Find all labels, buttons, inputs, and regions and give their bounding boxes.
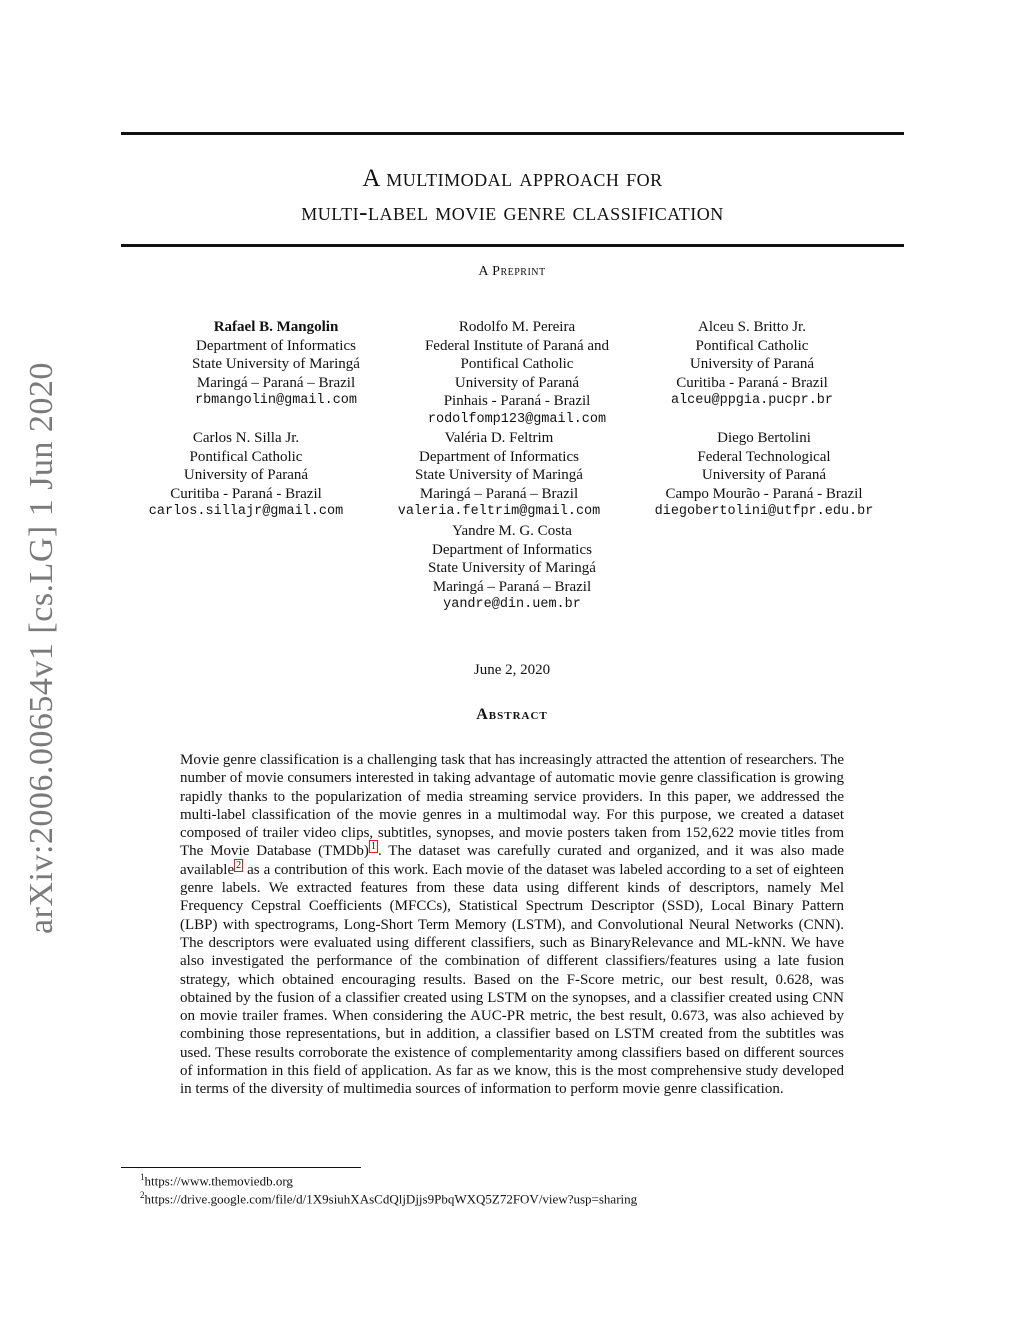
footnote-link[interactable]: https://www.themoviedb.org xyxy=(144,1173,293,1189)
author-block-silla xyxy=(116,429,376,522)
footnote-mark: 1 xyxy=(140,1172,145,1182)
paper-title-line-2: multi-label movie genre classification xyxy=(301,199,724,226)
author-affiliation: Pontifical Catholic xyxy=(460,356,574,372)
footnote-1 xyxy=(140,1172,293,1189)
author-affiliation: Federal Institute of Paraná and xyxy=(424,337,610,354)
author-location: Maringá – Paraná – Brazil xyxy=(196,374,356,391)
author-affiliation: State University of Maringá xyxy=(428,560,596,576)
author-location: Maringá – Paraná – Brazil xyxy=(419,485,579,502)
abstract-heading: Abstract xyxy=(476,706,548,723)
author-location: Curitiba - Paraná - Brazil xyxy=(676,374,828,391)
author-block-bertolini xyxy=(634,429,894,522)
author-affiliation: State University of Maringá xyxy=(192,356,360,372)
author-name: Carlos N. Silla Jr. xyxy=(192,430,300,446)
author-affiliation: Department of Informatics xyxy=(196,337,356,354)
footnote-mark: 2 xyxy=(140,1190,145,1200)
author-affiliation: Federal Technological xyxy=(697,448,831,465)
abstract-paragraph xyxy=(180,751,844,1099)
author-affiliation: University of Paraná xyxy=(689,356,815,372)
author-block-pereira xyxy=(387,318,647,429)
author-location: Maringá – Paraná – Brazil xyxy=(432,578,592,595)
author-name: Rodolfo M. Pereira xyxy=(458,319,576,335)
footnote-ref-1[interactable]: 1 xyxy=(370,841,376,853)
abstract-body xyxy=(180,751,844,1099)
footnote-rule xyxy=(121,1167,361,1168)
author-affiliation: Department of Informatics xyxy=(419,448,579,465)
abstract-text: as a contribution of this work. Each movie of the dataset was labeled according to a set of eighteen genre labels. We extracted features from these data using different kinds of descriptors, namely Mel Frequency Cepstral Coefficients (MFCCs), Statistical Spectrum Descriptor (SSD), Local Binary Pattern (LBP) with spectrograms, Long-Short Term Memory (LSTM), and Convolutional Neural Networks (CNN). The descriptors were evaluated using different classifiers, such as BinaryRelevance and ML-kNN. We have also investigated the performance of the combination of different classifiers/features using a late fusion strategy, which obtained encouraging results. Based on the F-Score metric, our best result, 0.628, was obtained by the fusion of a classifier created using LSTM on the synopses, and a classifier created using CNN on movie trailer frames. When considering the AUC-PR metric, the best result, 0.673, was also achieved by combining those representations, but in addition, a classifier based on LSTM created from the subtitles was used. These results corroborate the existence of complementarity among classifiers based on different sources of information in this field of application. As far as we know, this is the most comprehensive study developed in terms of the diversity of multimedia sources of information to perform movie genre classification. xyxy=(180,861,844,1098)
author-affiliation: State University of Maringá xyxy=(415,467,583,483)
author-email[interactable]: carlos.sillajr@gmail.com xyxy=(148,504,344,519)
abstract-text: Movie genre classification is a challenging task that has increasingly attracted the attention of researchers. The number of movie consumers interested in taking advantage of automatic movie genre classification is growing rapidly thanks to the popularization of media streaming service providers. In this paper, we addressed the multi-label classification of the movie genres in a multimodal way. For this purpose, we created a dataset composed of trailer video clips, subtitles, synopses, and movie posters taken from 152,622 movie titles from The Movie Database (TMDb) xyxy=(180,752,844,860)
publication-date: June 2, 2020 xyxy=(473,662,551,678)
arxiv-stamp: arXiv:2006.00654v1 [cs.LG] 1 Jun 2020 xyxy=(23,362,60,934)
author-location: Curitiba - Paraná - Brazil xyxy=(170,485,322,502)
paper-title-line-1: A multimodal approach for xyxy=(362,165,663,192)
author-email[interactable]: alceu@ppgia.pucpr.br xyxy=(670,393,834,408)
author-affiliation: University of Paraná xyxy=(183,467,309,483)
author-location: Pinhais - Paraná - Brazil xyxy=(443,393,591,409)
author-name: Valéria D. Feltrim xyxy=(444,430,554,446)
author-block-mangolin xyxy=(146,318,406,411)
author-name: Rafael B. Mangolin xyxy=(213,319,339,335)
author-name: Yandre M. G. Costa xyxy=(452,523,572,539)
author-affiliation: University of Paraná xyxy=(701,467,827,483)
title-top-rule xyxy=(121,132,904,135)
footnote-ref-2[interactable]: 2 xyxy=(236,859,242,871)
author-email[interactable]: diegobertolini@utfpr.edu.br xyxy=(654,504,874,519)
title-bottom-rule xyxy=(121,244,904,247)
author-email[interactable]: rodolfomp123@gmail.com xyxy=(427,411,607,427)
author-email[interactable]: yandre@din.uem.br xyxy=(443,597,581,612)
author-affiliation: University of Paraná xyxy=(454,374,580,391)
author-name: Alceu S. Britto Jr. xyxy=(698,319,806,335)
author-email[interactable]: valeria.feltrim@gmail.com xyxy=(397,504,601,519)
author-block-costa xyxy=(382,522,642,615)
author-block-feltrim xyxy=(369,429,629,522)
author-affiliation: Department of Informatics xyxy=(432,541,592,558)
abstract-text: . The dataset was carefully curated and organized, and it was also made available xyxy=(180,843,844,878)
preprint-label: A Preprint xyxy=(478,264,546,279)
author-affiliation: Pontifical Catholic xyxy=(695,337,809,354)
footnote-link[interactable]: https://drive.google.com/file/d/1X9siuhXAsCdQljDjjs9PbqWXQ5Z72FOV/view?usp=sharing xyxy=(144,1191,638,1207)
author-affiliation: Pontifical Catholic xyxy=(189,448,303,465)
footnote-2 xyxy=(140,1190,637,1207)
author-email[interactable]: rbmangolin@gmail.com xyxy=(194,393,358,408)
author-block-britto xyxy=(622,318,882,411)
author-location: Campo Mourão - Paraná - Brazil xyxy=(665,485,863,502)
author-name: Diego Bertolini xyxy=(717,430,811,446)
